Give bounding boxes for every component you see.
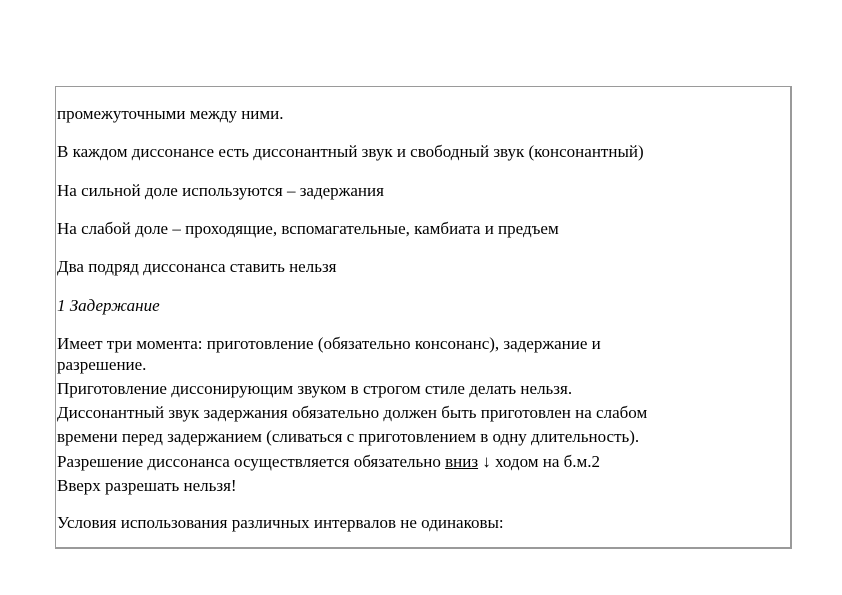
para-line-2: разрешение. [57, 355, 147, 374]
para-line-4: Диссонантный звук задержания обязательно должен быть приготовлен на слабом [57, 403, 648, 422]
text-line-2: В каждом диссонансе есть диссонантный звук и свободный звук (консонантный) [57, 142, 644, 161]
text-line-4: На слабой доле – проходящие, вспомагательные, камбиата и предъем [57, 219, 559, 238]
para-line-6-end: ходом на б.м.2 [495, 452, 601, 471]
underlined-word: вниз [445, 452, 479, 471]
para-line-3: Приготовление диссонирующим звуком в строгом стиле делать нельзя. [57, 379, 573, 398]
text-line-5: Два подряд диссонанса ставить нельзя [57, 257, 337, 276]
text-line-1: промежуточными между ними. [57, 104, 284, 123]
para-line-6-text: Разрешение диссонанса осуществляется обязательно [57, 452, 446, 471]
text-line-3: На сильной доле используются – задержания [57, 181, 384, 200]
para-line-7: Вверх разрешать нельзя! [57, 476, 237, 495]
text-line-last: Условия использования различных интервалов не одинаковы: [57, 513, 504, 532]
para-line-5: времени перед задержанием (сливаться с приготовлением в одну длительность). [57, 427, 640, 446]
para-line-6 [57, 452, 600, 472]
para-line-1: Имеет три момента: приготовление (обязательно консонанс), задержание и [57, 334, 601, 353]
section-heading: 1 Задержание [57, 296, 160, 315]
down-arrow-icon: ↓ [478, 452, 496, 471]
